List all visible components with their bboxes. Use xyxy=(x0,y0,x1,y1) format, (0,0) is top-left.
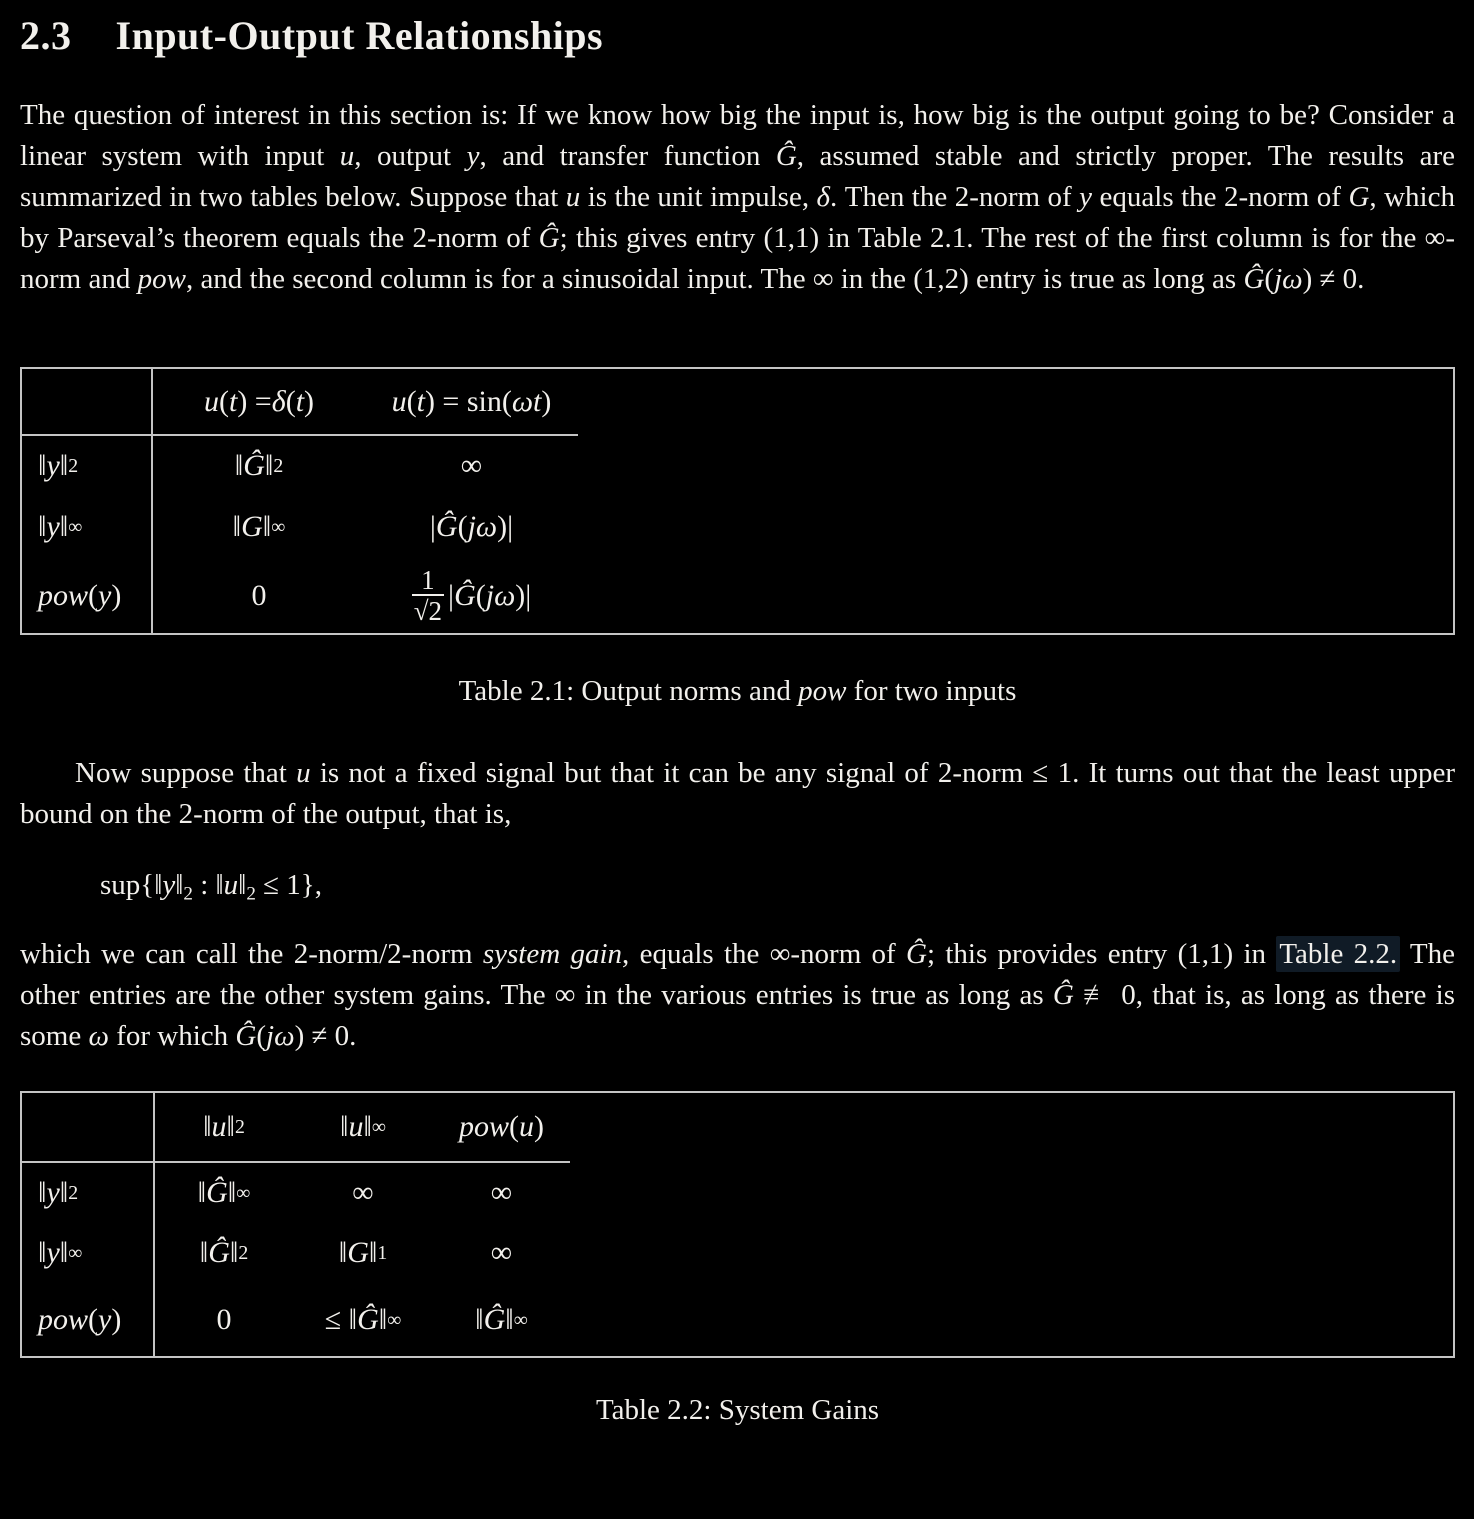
fraction xyxy=(412,566,444,626)
table-cell-corner xyxy=(22,1093,155,1163)
table-cell: ∞ xyxy=(490,1236,513,1269)
table-2-2-caption: Table 2.2: System Gains xyxy=(595,1394,880,1426)
table-column-header: ‖ u ‖ ∞ xyxy=(293,1093,433,1163)
table-cell: ‖ G ‖ 1 xyxy=(338,1236,388,1269)
fraction-denominator xyxy=(412,594,444,625)
table-cell: ‖ G ‖ ∞ xyxy=(232,510,286,543)
table-2-2-link[interactable]: Table 2.2. xyxy=(1276,936,1400,972)
table-row-label: ‖ y ‖ 2 xyxy=(22,1163,155,1223)
table-column-header: u ( t ) = sin( ωt ) xyxy=(365,369,578,436)
table-column-header: ‖ u ‖ 2 xyxy=(155,1093,293,1163)
paragraph-intro: The question of interest in this section is: If we know how big the input is, how big is the output going to be? Consider a linear system with input u, output y, and transfer function Ĝ, assumed stable and strictly proper. The results are summarized in two tables below. Suppose that u is the unit impulse, δ. Then the 2-norm of y equals the 2-norm of G, which by Parseval’s theorem equals the 2-norm of Ĝ; this gives entry (1,1) in Table 2.1. The rest of the first column is for the ∞-norm and pow, and the second column is for a sinusoidal input. The ∞ in the (1,2) entry is true as long as Ĝ(jω) ≠ 0. xyxy=(20,99,1455,295)
fraction-trailing-term: |Ĝ(jω)| xyxy=(448,578,532,612)
table-2-1 xyxy=(20,367,1455,635)
table-row-label: pow ( y ) xyxy=(22,558,153,633)
table-column-header: u ( t ) = δ ( t ) xyxy=(153,369,365,436)
table-cell: ‖ Ĝ ‖ 2 xyxy=(199,1236,249,1269)
table-cell: 0 xyxy=(216,1302,232,1336)
table-cell: ‖ Ĝ ‖ ∞ xyxy=(197,1176,251,1209)
display-equation: $sup\{‖y‖_2$ : $‖u‖_2 \le 1$}, xyxy=(100,869,322,905)
table-cell: ∞ xyxy=(460,449,483,482)
table-column-header: pow ( u ) xyxy=(433,1093,570,1163)
table-cell: 0 xyxy=(251,578,267,612)
table-2-1-caption: Table 2.1: Output norms and pow for two inputs xyxy=(458,675,1017,707)
table-row-label: ‖ y ‖ ∞ xyxy=(22,1223,155,1283)
table-row-label: ‖ y ‖ ∞ xyxy=(22,496,153,558)
table-cell: ∞ xyxy=(490,1176,513,1209)
table-2-2 xyxy=(20,1091,1455,1358)
table-cell: ≤ ‖ Ĝ ‖ ∞ xyxy=(324,1302,402,1336)
table-cell: ‖ Ĝ ‖ 2 xyxy=(234,449,284,482)
section-title: Input-Output Relationships xyxy=(115,13,604,58)
sqrt-symbol: √ xyxy=(413,596,429,626)
section-number: 2.3 xyxy=(20,13,72,58)
table-cell-fraction xyxy=(365,558,578,633)
section-heading xyxy=(20,12,1455,60)
table-row-label: ‖ y ‖ 2 xyxy=(22,436,153,496)
table-cell: | Ĝ ( jω )| xyxy=(429,510,514,543)
table-cell: ∞ xyxy=(352,1176,374,1209)
fraction-numerator: 1 xyxy=(421,564,435,595)
table-cell-corner xyxy=(22,369,153,436)
paragraph-suppose: Now suppose that u is not a fixed signal but that it can be any signal of 2-norm ≤ 1. It turns out that the least upper bound on the 2-norm of the output, that is, xyxy=(20,757,1455,830)
sqrt-radicand: 2 xyxy=(428,596,443,626)
table-row-label: pow ( y ) xyxy=(22,1283,155,1356)
table-cell: ‖ Ĝ ‖ ∞ xyxy=(475,1302,528,1336)
paragraph-system-gain: which we can call the 2-norm/2-norm system gain, equals the ∞-norm of Ĝ; this provides entry (1,1) in Table 2.2. The other entries are the other system gains. The ∞ in the various entries is true as long as Ĝ ≢ 0, that is, as long as there is some ω for which Ĝ(jω) ≠ 0. xyxy=(20,938,1456,1052)
